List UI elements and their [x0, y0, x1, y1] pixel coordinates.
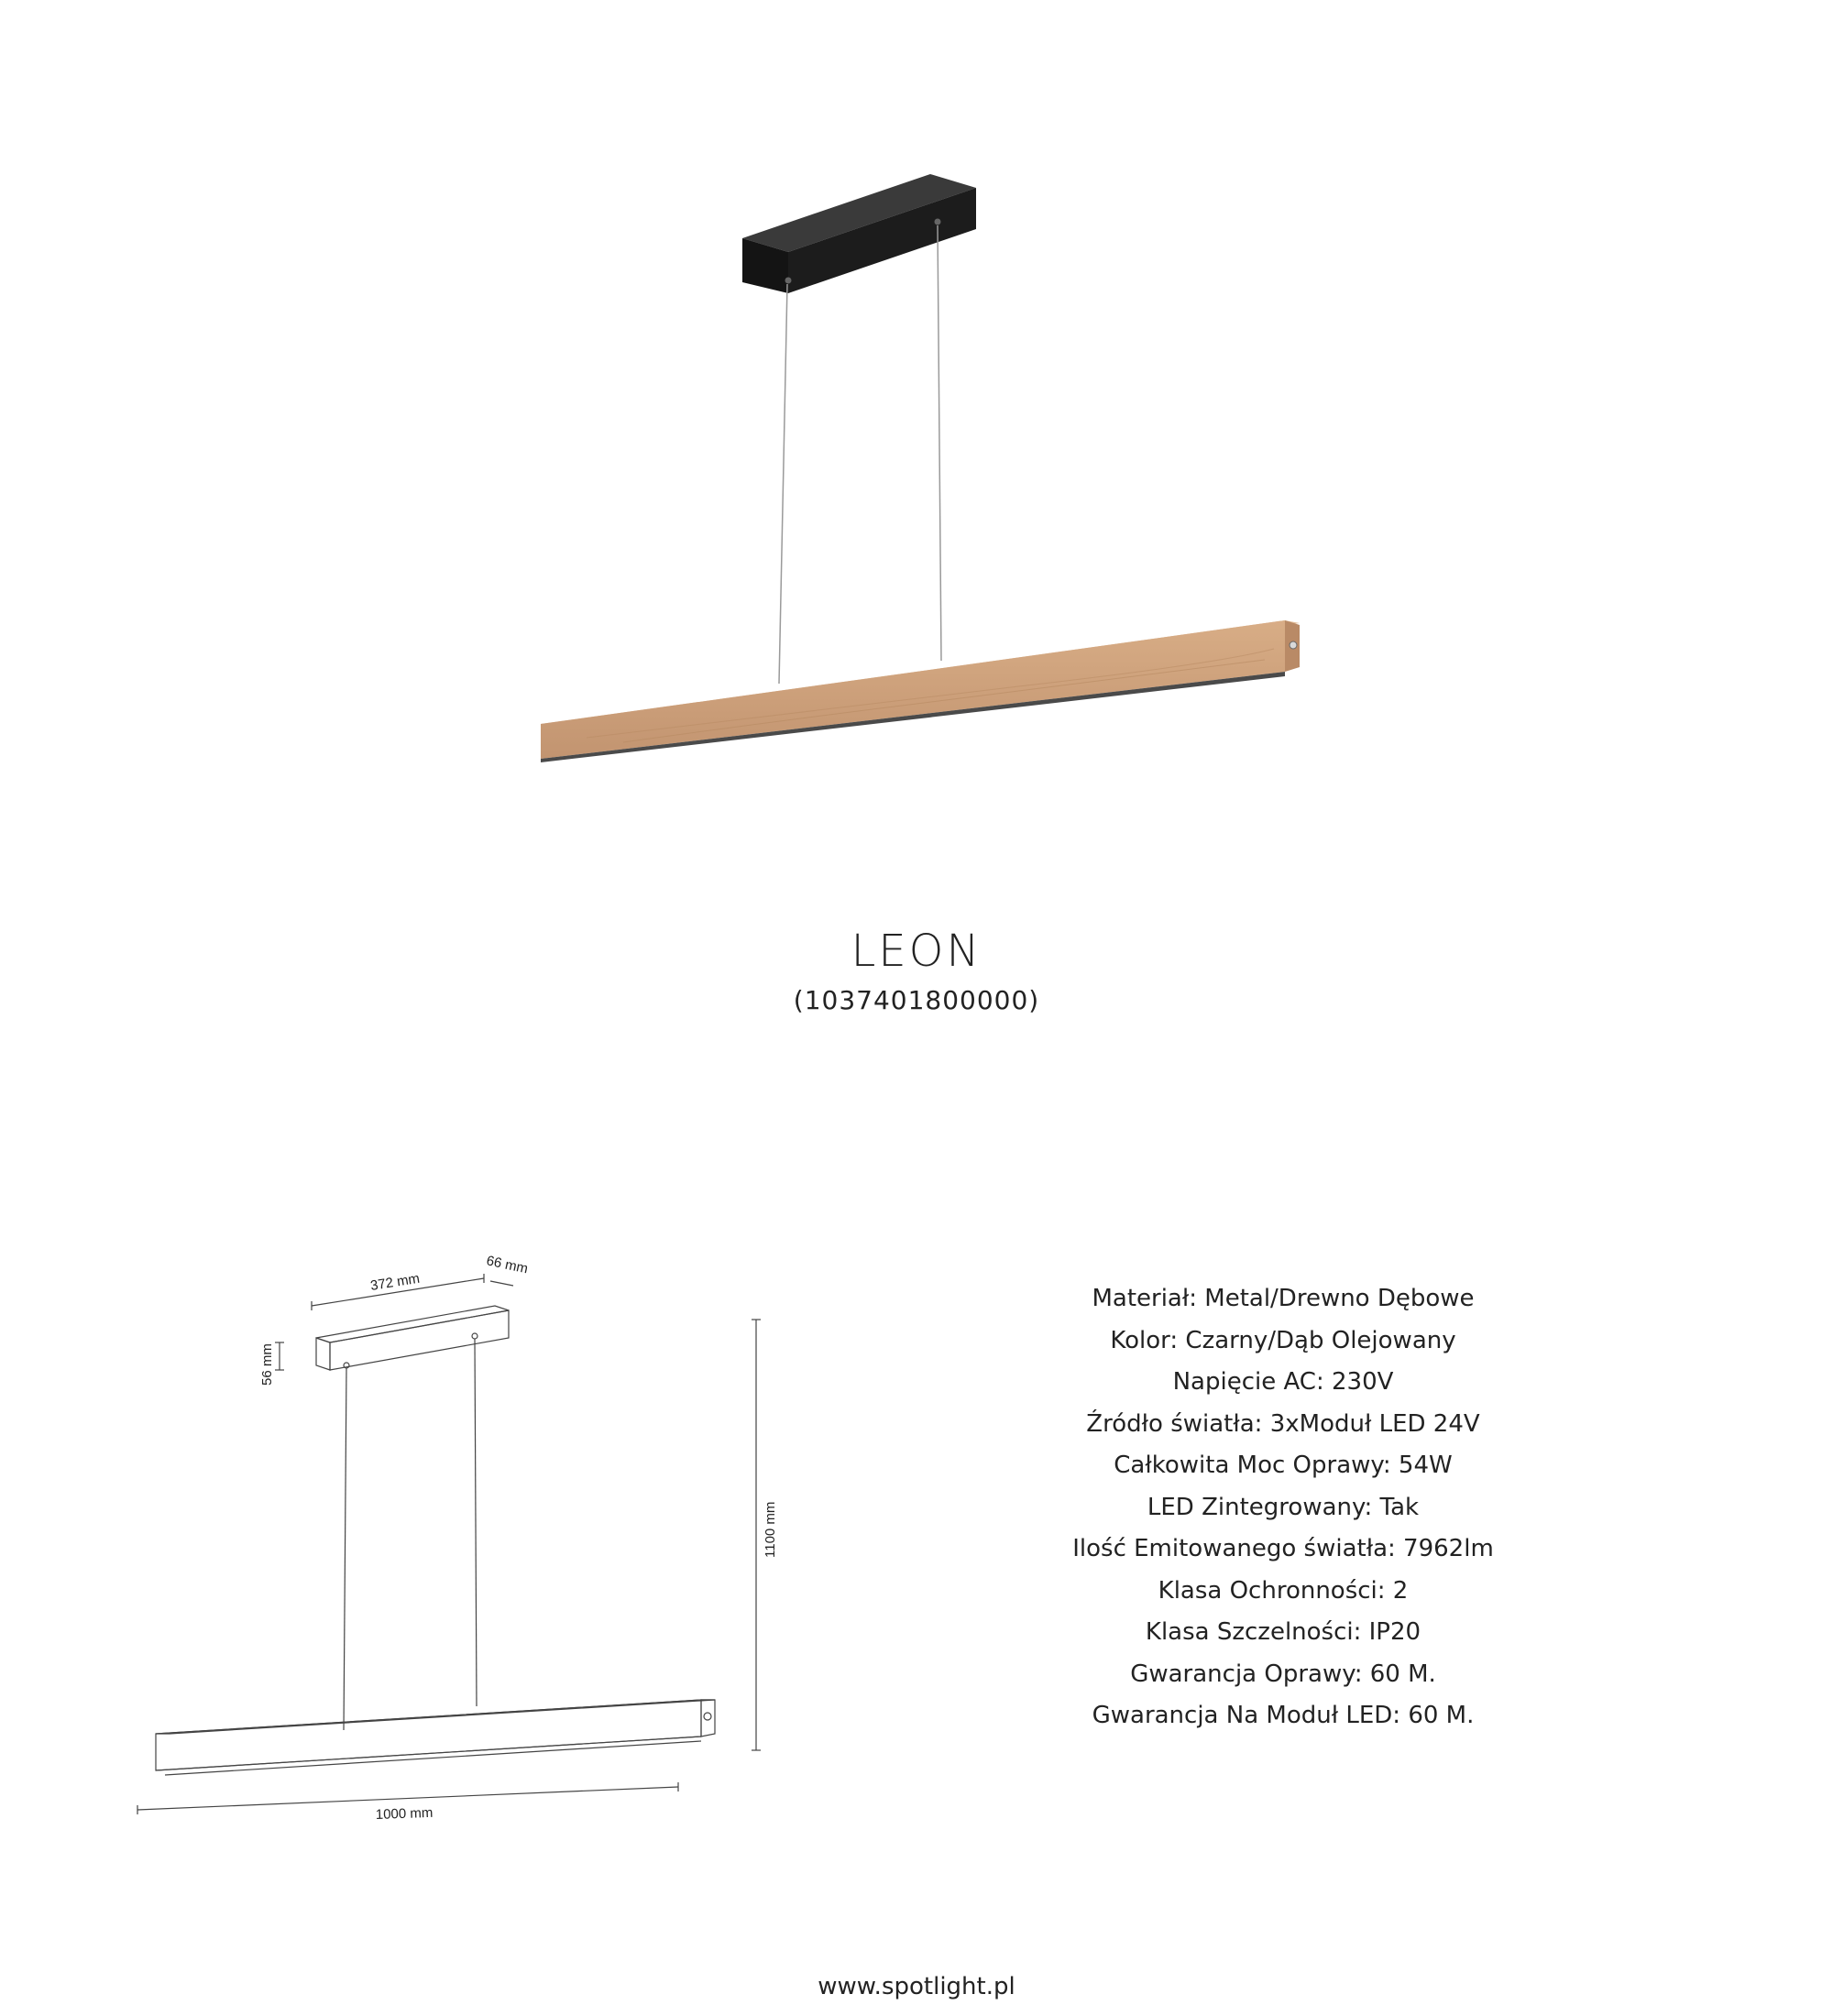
dim-canopy-height: 56 mm [259, 1343, 275, 1386]
dim-bar-length: 1000 mm [375, 1804, 434, 1823]
wooden-bar [541, 620, 1300, 762]
canopy-black [742, 174, 976, 293]
product-photo [513, 147, 1338, 788]
product-code: (1037401800000) [793, 985, 1040, 1015]
product-title: LEON [851, 926, 982, 977]
spec-integrated-led: LED Zintegrowany: Tak [1147, 1493, 1420, 1521]
spec-ip-rating: Klasa Szczelności: IP20 [1145, 1618, 1421, 1646]
spec-list [1054, 1278, 1512, 1737]
footer-url[interactable]: www.spotlight.pl [818, 1973, 1015, 2000]
drawing-cable-right [475, 1339, 477, 1706]
spec-luminous-flux: Ilość Emitowanego światła: 7962lm [1072, 1535, 1494, 1562]
dim-canopy-length: 372 mm [368, 1270, 422, 1294]
spec-protection-class: Klasa Ochronności: 2 [1158, 1576, 1409, 1605]
spec-color: Kolor: Czarny/Dąb Olejowany [1110, 1326, 1456, 1354]
drawing-canopy [316, 1306, 509, 1342]
spec-led-warranty: Gwarancja Na Moduł LED: 60 M. [1092, 1702, 1475, 1729]
spec-material: Materiał: Metal/Drewno Dębowe [1092, 1285, 1475, 1312]
spec-power: Całkowita Moc Oprawy: 54W [1114, 1452, 1453, 1479]
technical-drawing [137, 1228, 778, 1824]
suspension-cable-left [779, 284, 787, 684]
dim-total-height: 1100 mm [763, 1501, 778, 1558]
suspension-cable-right [938, 225, 941, 661]
spec-light-source: Źródło światła: 3xModuł LED 24V [1086, 1409, 1480, 1438]
spec-fixture-warranty: Gwarancja Oprawy: 60 M. [1130, 1660, 1436, 1688]
dim-canopy-width: 66 mm [485, 1253, 530, 1277]
drawing-cable-left [344, 1368, 346, 1730]
spec-voltage: Napięcie AC: 230V [1172, 1368, 1394, 1396]
